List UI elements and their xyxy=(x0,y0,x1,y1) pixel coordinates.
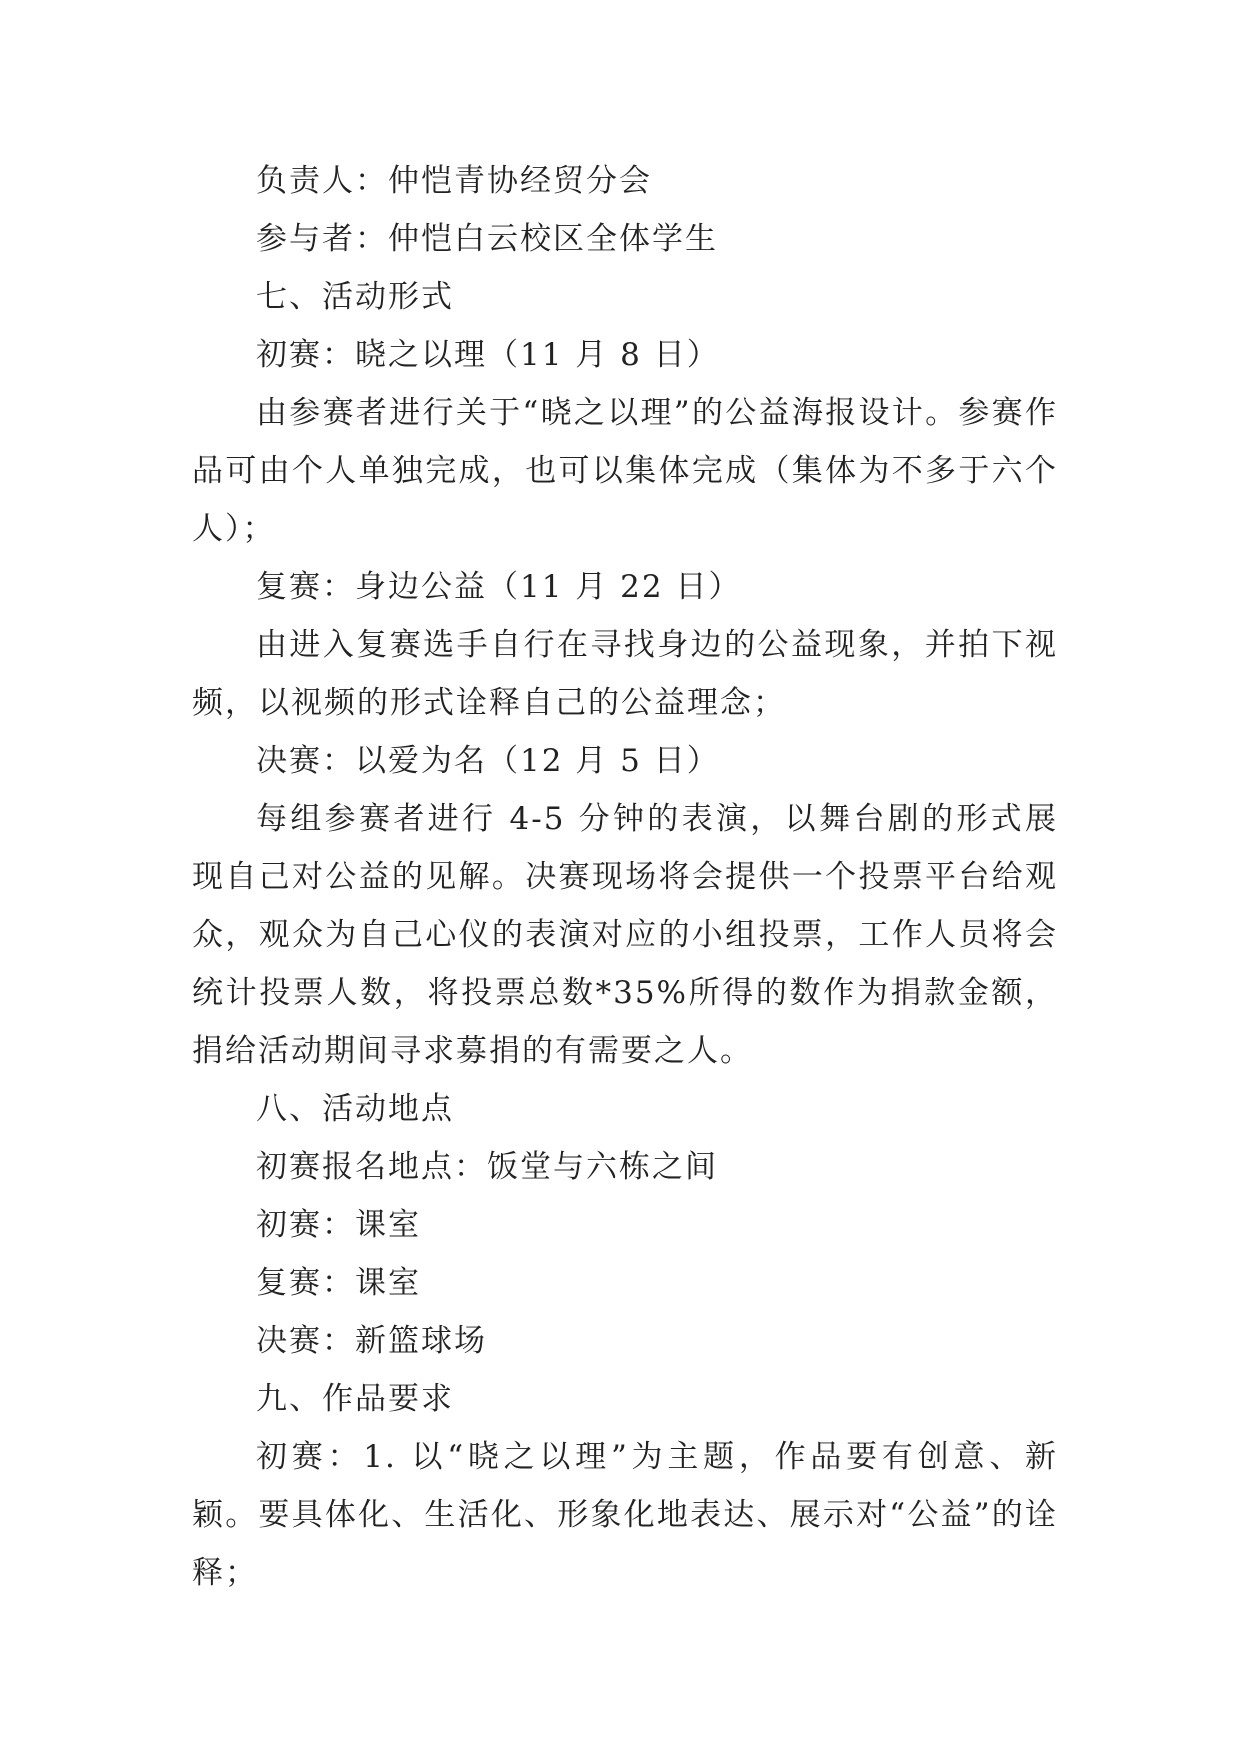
paragraph-preliminary-description: 由参赛者进行关于“晓之以理”的公益海报设计。参赛作品可由个人单独完成，也可以集体完成（集体为不多于六个人）； xyxy=(192,395,1058,547)
paragraph-final-location: 决赛：新篮球场 xyxy=(256,1323,487,1359)
paragraph-final-round: 决赛：以爱为名（12 月 5 日） xyxy=(256,743,720,779)
section-heading-work-requirements: 九、作品要求 xyxy=(256,1381,454,1417)
paragraph-person-in-charge: 负责人：仲恺青协经贸分会 xyxy=(256,163,652,199)
section-heading-activity-location: 八、活动地点 xyxy=(256,1091,454,1127)
paragraph-participants: 参与者：仲恺白云校区全体学生 xyxy=(256,221,718,257)
paragraph-semifinal-location: 复赛：课室 xyxy=(256,1265,421,1301)
paragraph-semifinal-round: 复赛：身边公益（11 月 22 日） xyxy=(256,569,742,605)
paragraph-preliminary-location: 初赛：课室 xyxy=(256,1207,421,1243)
section-heading-activity-form: 七、活动形式 xyxy=(256,279,454,315)
paragraph-final-description: 每组参赛者进行 4-5 分钟的表演，以舞台剧的形式展现自己对公益的见解。决赛现场将会提供一个投票平台给观众，观众为自己心仪的表演对应的小组投票，工作人员将会统计投票人数，将投票总数*35%所得的数作为捐款金额，捐给活动期间寻求募捐的有需要之人。 xyxy=(192,801,1058,1069)
paragraph-registration-location: 初赛报名地点：饭堂与六栋之间 xyxy=(256,1149,718,1185)
paragraph-preliminary-requirements: 初赛：1. 以“晓之以理”为主题，作品要有创意、新颖。要具体化、生活化、形象化地表达、展示对“公益”的诠释； xyxy=(192,1439,1058,1591)
paragraph-semifinal-description: 由进入复赛选手自行在寻找身边的公益现象，并拍下视频，以视频的形式诠释自己的公益理念； xyxy=(192,627,1058,721)
paragraph-preliminary-round: 初赛：晓之以理（11 月 8 日） xyxy=(256,337,720,373)
document-body xyxy=(192,152,1058,1602)
